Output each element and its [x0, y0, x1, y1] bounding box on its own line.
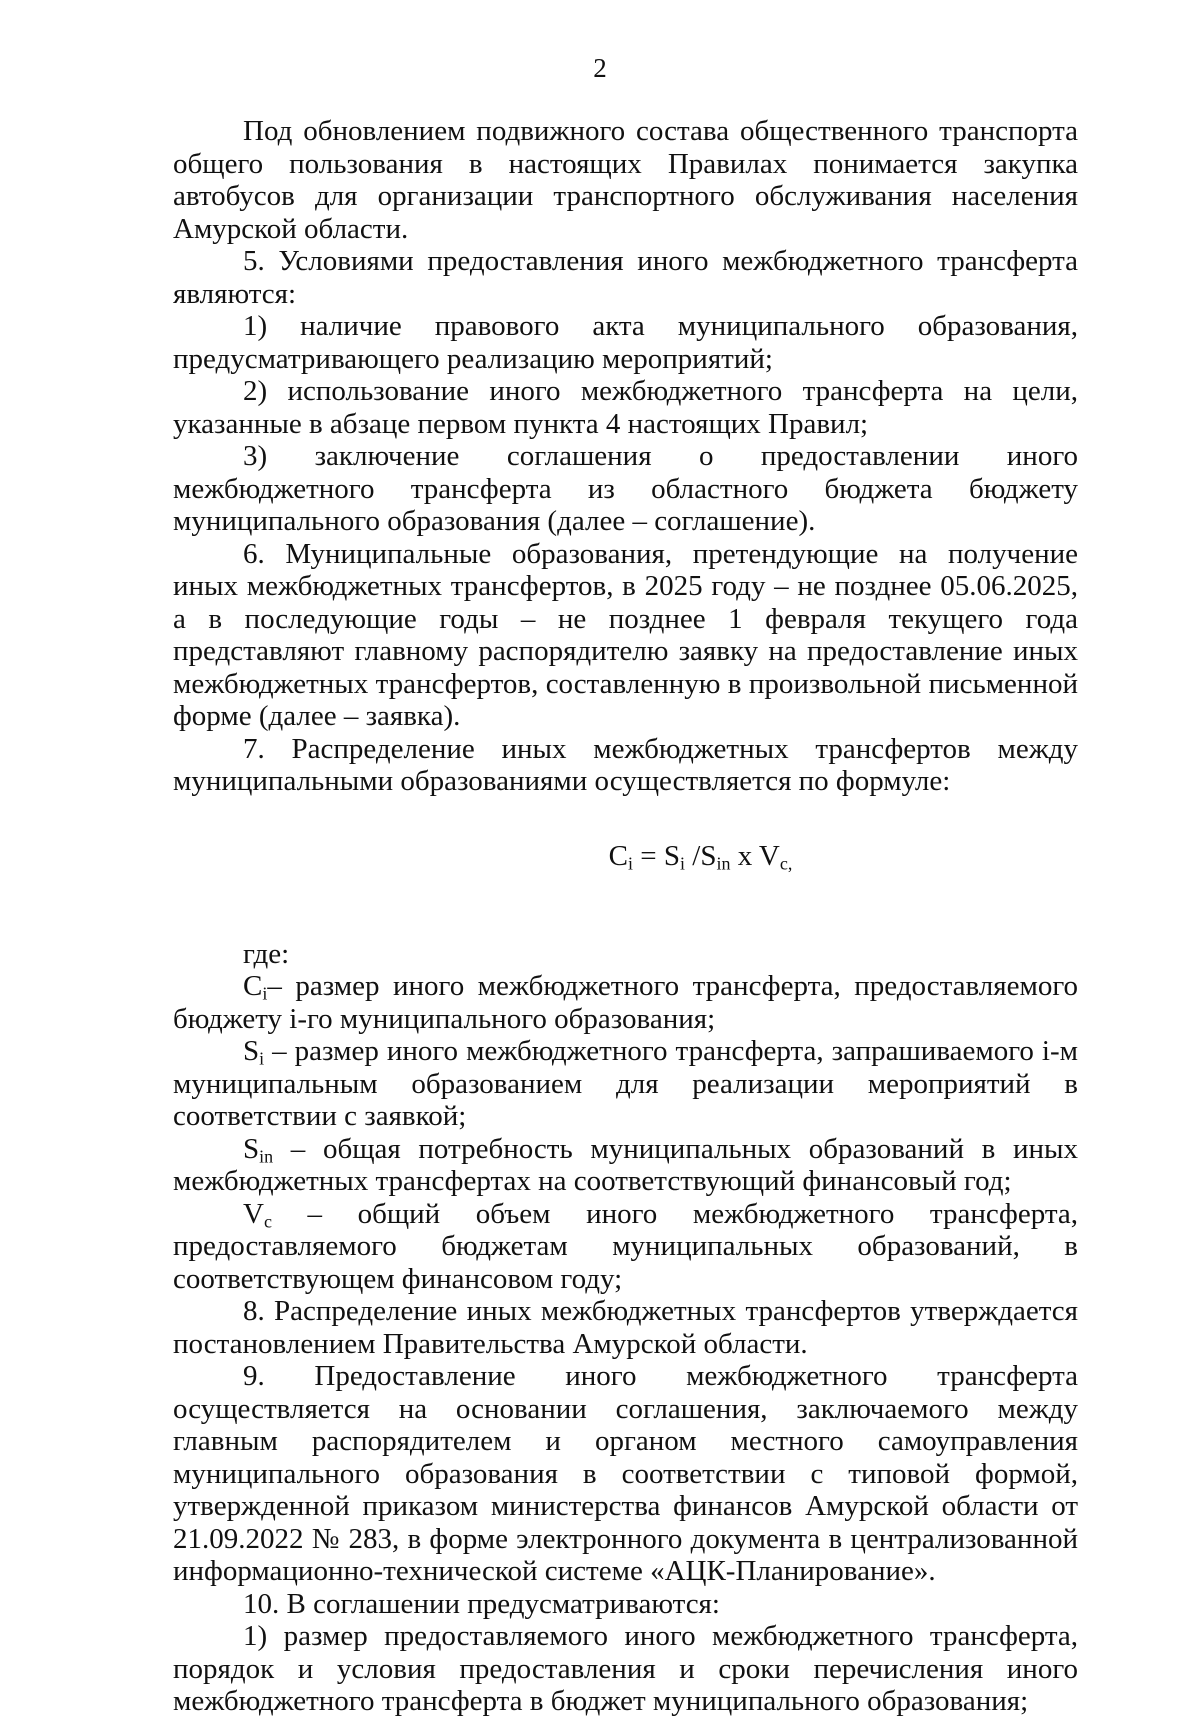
definition-si: $S_i$ – размер иного межбюджетного трансферта, запрашиваемого i-м муниципальным образованием для реализации мероприятий в соответствии с заявкой; — [173, 1035, 1078, 1132]
definition-vc: $V_c$ – общий объем иного межбюджетного трансферта, предоставляемого бюджетам муниципальных образований, в соответствующем финансовом году; — [173, 1197, 1078, 1295]
document-body — [173, 115, 1078, 1718]
paragraph-clause-9: 9. Предоставление иного межбюджетного трансферта осуществляется на основании соглашения, заключаемого между главным распорядителем и органом местного самоуправления муниципального образования в соответствии с типовой формой, утвержденной приказом министерства финансов Амурской области от 21.09.2022 № 283, в форме электронного документа в централизованной информационно-технической системе «АЦК-Планирование». — [173, 1360, 1078, 1587]
definition-sin: $S_{in}$ – общая потребность муниципальных образований в иных межбюджетных трансфертах на соответствующий финансовый год; — [173, 1132, 1078, 1197]
page-number: 2 — [593, 53, 607, 83]
paragraph-clause-5-item-2: 2) использование иного межбюджетного трансферта на цели, указанные в абзаце первом пункта 4 настоящих Правил; — [173, 375, 1078, 440]
paragraph-clause-10-item-1: 1) размер предоставляемого иного межбюджетного трансферта, порядок и условия предоставления и сроки перечисления иного межбюджетного трансферта в бюджет муниципального образования; — [173, 1620, 1078, 1717]
paragraph-clause-8: 8. Распределение иных межбюджетных трансфертов утверждается постановлением Правительства Амурской области. — [173, 1295, 1078, 1360]
paragraph-rolling-stock-definition: Под обновлением подвижного состава общественного транспорта общего пользования в настоящих Правилах понимается закупка автобусов для организации транспортного обслуживания населения Амурской области. — [173, 115, 1078, 245]
paragraph-clause-5: 5. Условиями предоставления иного межбюджетного трансферта являются: — [173, 245, 1078, 310]
paragraph-clause-5-item-3: 3) заключение соглашения о предоставлении иного межбюджетного трансферта из областного бюджета бюджету муниципального образования (далее – соглашение). — [173, 440, 1078, 537]
where-label: где: — [243, 937, 290, 970]
distribution-formula: $C_i = S_i$ $/S_{in}$ x $V_{c,}$ — [608, 839, 793, 873]
definition-ci: $C_i-$ размер иного межбюджетного трансферта, предоставляемого бюджету i-го муниципального образования; — [173, 970, 1078, 1035]
paragraph-clause-10: 10. В соглашении предусматриваются: — [243, 1587, 720, 1620]
paragraph-clause-7: 7. Распределение иных межбюджетных трансфертов между муниципальными образованиями осуществляется по формуле: — [173, 732, 1078, 797]
paragraph-clause-6: 6. Муниципальные образования, претендующие на получение иных межбюджетных трансфертов, в 2025 году – не позднее 05.06.2025, а в последующие годы – не позднее 1 февраля текущего года представляют главному распорядителю заявку на предоставление иных межбюджетных трансфертов, составленную в произвольной письменной форме (далее – заявка). — [173, 537, 1078, 732]
paragraph-clause-5-item-1: 1) наличие правового акта муниципального образования, предусматривающего реализацию мероприятий; — [173, 310, 1078, 375]
